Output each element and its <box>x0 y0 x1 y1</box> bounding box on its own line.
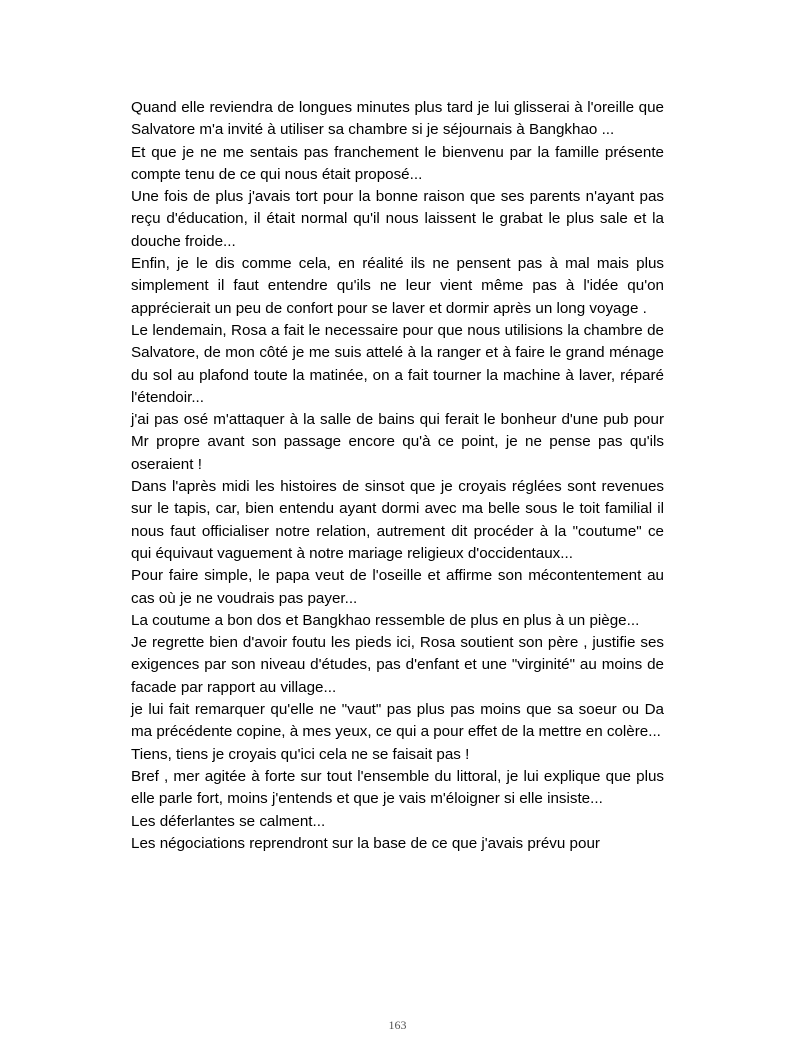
paragraph: Je regrette bien d'avoir foutu les pieds ici, Rosa soutient son père , justifie ses exigences par son niveau d'études, pas d'enfant et une "virginité" au moins de facade par rapport au village... <box>131 634 664 696</box>
body-text <box>131 97 664 855</box>
paragraph: La coutume a bon dos et Bangkhao ressemble de plus en plus à un piège... <box>131 611 640 629</box>
paragraph: Bref , mer agitée à forte sur tout l'ensemble du littoral, je lui explique que plus elle parle fort, moins j'entends et que je vais m'éloigner si elle insiste... <box>131 767 664 808</box>
paragraph: Le lendemain, Rosa a fait le necessaire pour que nous utilisions la chambre de Salvatore, de mon côté je me suis attelé à la ranger et à faire le grand ménage du sol au plafond toute la matinée, on a fait tourner la machine à laver, réparé l'étendoir... <box>131 321 664 406</box>
paragraph: Tiens, tiens je croyais qu'ici cela ne se faisait pas ! <box>131 745 470 763</box>
paragraph: Les déferlantes se calment... <box>131 812 326 830</box>
paragraph: Une fois de plus j'avais tort pour la bonne raison que ses parents n'ayant pas reçu d'éducation, il était normal qu'il nous laissent le grabat le plus sale et la douche froide... <box>131 188 664 250</box>
paragraph: Pour faire simple, le papa veut de l'oseille et affirme son mécontentement au cas où je ne voudrais pas payer... <box>131 567 664 607</box>
paragraph: Et que je ne me sentais pas franchement le bienvenu par la famille présente compte tenu de ce qui nous était proposé... <box>131 143 664 183</box>
paragraph: Quand elle reviendra de longues minutes plus tard je lui glisserai à l'oreille que Salvatore m'a invité à utiliser sa chambre si je séjournais à Bangkhao ... <box>131 99 664 139</box>
paragraph: Les négociations reprendront sur la base de ce que j'avais prévu pour <box>131 834 600 852</box>
paragraph: Dans l'après midi les histoires de sinsot que je croyais réglées sont revenues sur le tapis, car, bien entendu ayant dormi avec ma belle sous le toit familial il nous faut officialiser notre relation, autrement dit procéder à la "coutume" ce qui équivaut vaguement à notre mariage religieux d'occidentaux... <box>131 478 664 562</box>
paragraph: j'ai pas osé m'attaquer à la salle de bains qui ferait le bonheur d'une pub pour Mr propre avant son passage encore qu'à ce point, je ne pense pas qu'ils oseraient ! <box>131 411 664 473</box>
paragraph: Enfin, je le dis comme cela, en réalité ils ne pensent pas à mal mais plus simplement il faut entendre qu'ils ne leur vient même pas à l'idée qu'on apprécierait un peu de confort pour se laver et dormir après un long voyage . <box>131 255 664 317</box>
paragraph: je lui fait remarquer qu'elle ne "vaut" pas plus pas moins que sa soeur ou Da ma précédente copine, à mes yeux, ce qui a pour effet de la mettre en colère... <box>131 701 664 741</box>
page-number: 163 <box>388 1018 407 1032</box>
